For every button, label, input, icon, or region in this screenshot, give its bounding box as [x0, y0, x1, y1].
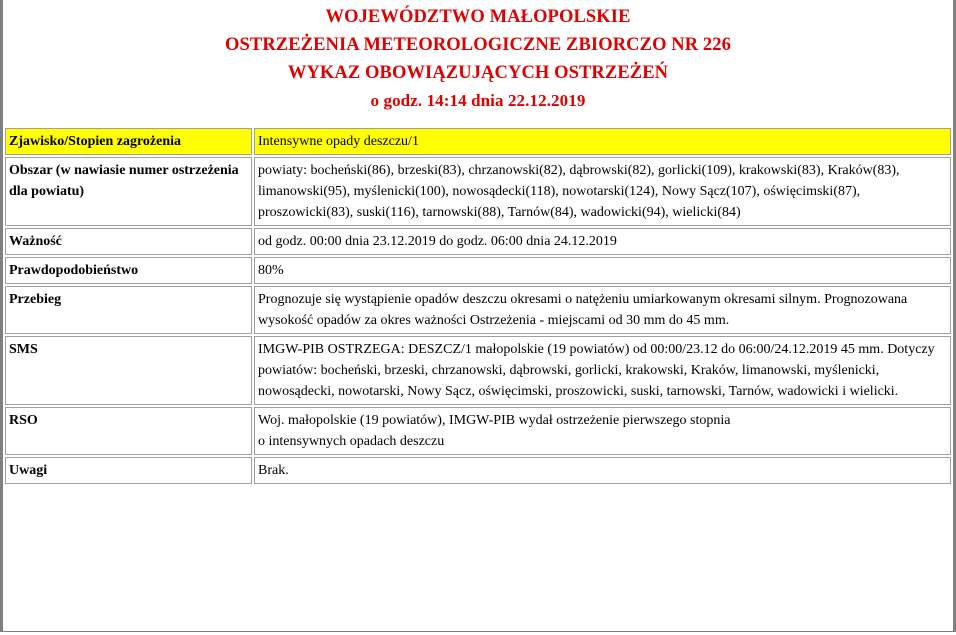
table-row-remarks: [5, 457, 951, 484]
row-value: 80%: [254, 257, 951, 284]
title-timestamp: o godz. 14:14 dnia 22.12.2019: [370, 91, 586, 110]
title-bulletin: OSTRZEŻENIA METEOROLOGICZNE ZBIORCZO NR 226: [225, 35, 731, 55]
header: [3, 0, 953, 115]
row-value: Intensywne opady deszczu/1: [254, 128, 951, 155]
row-label: SMS: [5, 336, 252, 405]
row-label: Uwagi: [5, 457, 252, 484]
row-label: Przebieg: [5, 286, 252, 334]
rso-line-2: o intensywnych opadach deszczu: [258, 434, 445, 449]
row-label: Ważność: [5, 228, 252, 255]
row-value: powiaty: bocheński(86), brzeski(83), chrzanowski(82), dąbrowski(82), gorlicki(109), krakowski(83), Kraków(83), limanowski(95), myślenicki(100), nowosądecki(118), nowotarski(124), Nowy Sącz(107), oświęcimski(87), proszowicki(83), suski(116), tarnowski(88), Tarnów(84), wadowicki(94), wielicki(84): [254, 157, 951, 226]
row-value: IMGW-PIB OSTRZEGA: DESZCZ/1 małopolskie (19 powiatów) od 00:00/23.12 do 06:00/24.12.2019 45 mm. Dotyczy powiatów: bocheński, brzeski, chrzanowski, dąbrowski, gorlicki, krakowski, Kraków, limanowski, myślenicki, nowosądecki, nowotarski, Nowy Sącz, oświęcimski, proszowicki, suski, tarnowski, Tarnów, wadowicki i wielicki.: [254, 336, 951, 405]
row-value: od godz. 00:00 dnia 23.12.2019 do godz. 06:00 dnia 24.12.2019: [254, 228, 951, 255]
row-label: RSO: [5, 407, 252, 455]
warning-table: [3, 126, 953, 486]
title-list: WYKAZ OBOWIĄZUJĄCYCH OSTRZEŻEŃ: [287, 63, 669, 83]
table-row-validity: [5, 228, 951, 255]
rso-line-1: Woj. małopolskie (19 powiatów), IMGW-PIB wydał ostrzeżenie pierwszego stopnia: [258, 413, 731, 428]
row-value: Brak.: [254, 457, 951, 484]
table-row-sms: [5, 336, 951, 405]
title-voivodeship: WOJEWÓDZTWO MAŁOPOLSKIE: [325, 7, 631, 27]
row-label: Zjawisko/Stopien zagrożenia: [5, 128, 252, 155]
row-value: [254, 407, 951, 455]
table-row-course: [5, 286, 951, 334]
table-row-area: [5, 157, 951, 226]
row-value: Prognozuje się wystąpienie opadów deszczu okresami o natężeniu umiarkowanym okresami silnym. Prognozowana wysokość opadów za okres ważności Ostrzeżenia - miejscami od 30 mm do 45 mm.: [254, 286, 951, 334]
table-row-phenomenon: [5, 128, 951, 155]
row-label: Prawdopodobieństwo: [5, 257, 252, 284]
table-row-rso: [5, 407, 951, 455]
row-label: Obszar (w nawiasie numer ostrzeżenia dla powiatu): [5, 157, 252, 226]
table-row-probability: [5, 257, 951, 284]
